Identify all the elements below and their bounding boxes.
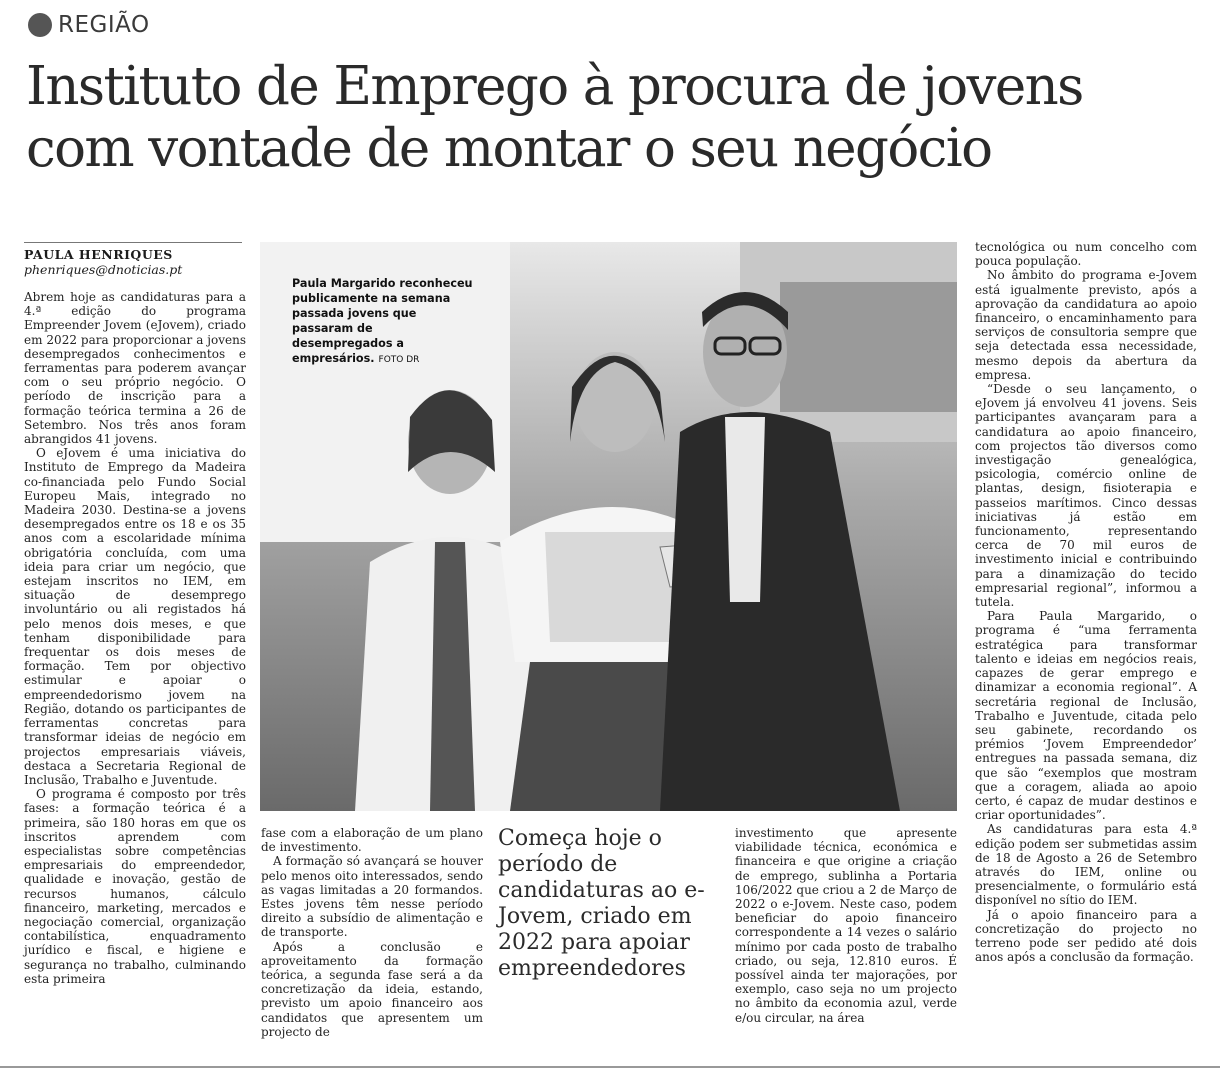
- article-column-2: [261, 826, 483, 1039]
- headline: Instituto de Emprego à procura de jovens com vontade de montar o seu negócio: [26, 56, 1083, 179]
- pull-quote: Começa hoje o período de candidaturas ao e-Jovem, criado em 2022 para apoiar empreendedores: [498, 826, 705, 981]
- paragraph: “Desde o seu lançamento, o eJovem já envolveu 41 jovens. Seis participantes avançaram para a candidatura ao apoio financeiro, com projectos tão diversos como investigação genealógica, psicologia, comércio online de plantas, design, fisioterapia e passeios marítimos. Cinco dessas iniciativas já estão em funcionamento, representando cerca de 70 mil euros de investimento inicial e contribuindo para a dinamização do tecido empresarial regional”, informou a tutela.: [975, 382, 1197, 610]
- photo-credit: FOTO DR: [378, 355, 420, 365]
- section-bullet-icon: [28, 13, 52, 37]
- article-column-3: [735, 826, 957, 1025]
- paragraph: fase com a elaboração de um plano de investimento.: [261, 826, 483, 855]
- author-name: PAULA HENRIQUES: [24, 247, 173, 262]
- paragraph: tecnológica ou num concelho com pouca população.: [975, 240, 1197, 269]
- paragraph: O programa é composto por três fases: a formação teórica é a primeira, são 180 horas em que os inscritos aprendem com especialistas sobre competências empresariais do empreendedor, qualidade e inovação, gestão de recursos humanos, cálculo financeiro, marketing, mercados e negociação comercial, organização contabilística, enquadramento jurídico e fiscal, e higiene e segurança no trabalho, culminando esta primeira: [24, 787, 246, 986]
- article-column-1: [24, 290, 246, 986]
- paragraph: Para Paula Margarido, o programa é “uma ferramenta estratégica para transformar talento e ideias em negócios reais, capazes de gerar emprego e dinamizar a economia regional”. A secretária regional de Inclusão, Trabalho e Juventude, citada pelo seu gabinete, recordando os prémios ‘Jovem Empreendedor’ entregues na passada semana, diz que são “exemplos que mostram que a coragem, aliada ao apoio certo, é capaz de mudar destinos e criar oportunidades”.: [975, 609, 1197, 823]
- caption-text: Paula Margarido reconheceu publicamente na semana passada jovens que passaram de desempregados a empresários.: [292, 277, 473, 365]
- paragraph: Já o apoio financeiro para a concretização do projecto no terreno pode ser pedido até dois anos após a conclusão da formação.: [975, 907, 1197, 965]
- byline: [24, 242, 242, 277]
- author-email: phenriques@dnoticias.pt: [24, 262, 183, 277]
- paragraph: As candidaturas para esta 4.ª edição podem ser submetidas assim de 18 de Agosto a 26 de Setembro através do IEM, online ou presencialmente, o formulário está disponível no sítio do IEM.: [975, 822, 1197, 908]
- paragraph: Abrem hoje as candidaturas para a 4.ª edição do programa Empreender Jovem (eJovem), criado em 2022 para proporcionar a jovens desempregados conhecimentos e ferramentas para poderem avançar com o seu próprio negócio. O período de inscrição para a formação teórica termina a 26 de Setembro. Nos três anos foram abrangidos 41 jovens.: [24, 290, 246, 447]
- paragraph: A formação só avançará se houver pelo menos oito interessados, sendo as vagas limitadas a 20 formandos. Estes jovens têm nesse período direito a subsídio de alimentação e de transporte.: [261, 854, 483, 940]
- paragraph: No âmbito do programa e-Jovem está igualmente previsto, após a aprovação da candidatura ao apoio financeiro, o encaminhamento para serviços de consultoria sempre que seja detectada essa necessidade, mesmo depois da abertura da empresa.: [975, 268, 1197, 382]
- section-tag: [28, 12, 150, 38]
- paragraph: investimento que apresente viabilidade técnica, económica e financeira e que origine a criação de emprego, sublinha a Portaria 106/2022 que criou a 2 de Março de 2022 o e-Jovem. Neste caso, podem beneficiar do apoio financeiro correspondente a 14 vezes o salário mínimo por cada posto de trabalho criado, ou seja, 12.810 euros. É possível ainda ter majorações, por exemplo, caso seja no um projecto no âmbito da economia azul, verde e/ou circular, na área: [735, 826, 957, 1025]
- paragraph: Após a conclusão e aproveitamento da formação teórica, a segunda fase será a da concretização da ideia, estando, previsto um apoio financeiro aos candidatos que apresentem um projecto de: [261, 939, 483, 1039]
- article-column-4: [975, 240, 1197, 964]
- bottom-rule: [0, 1066, 1220, 1068]
- photo-caption: [292, 276, 474, 368]
- paragraph: O eJovem é uma iniciativa do Instituto de Emprego da Madeira co-financiada pelo Fundo Social Europeu Mais, integrado no Madeira 2030. Destina-se a jovens desempregados entre os 18 e os 35 anos com a escolaridade mínima obrigatória concluída, com uma ideia para criar um negócio, que estejam inscritos no IEM, em situação de desemprego involuntário ou ali registados há pelo menos dois meses, e que tenham disponibilidade para frequentar os dois meses de formação. Tem por objectivo estimular e apoiar o empreendedorismo jovem na Região, dotando os participantes de ferramentas concretas para transformar ideias de negócio em projectos empresariais viáveis, destaca a Secretaria Regional de Inclusão, Trabalho e Juventude.: [24, 446, 246, 787]
- section-label: REGIÃO: [58, 12, 150, 38]
